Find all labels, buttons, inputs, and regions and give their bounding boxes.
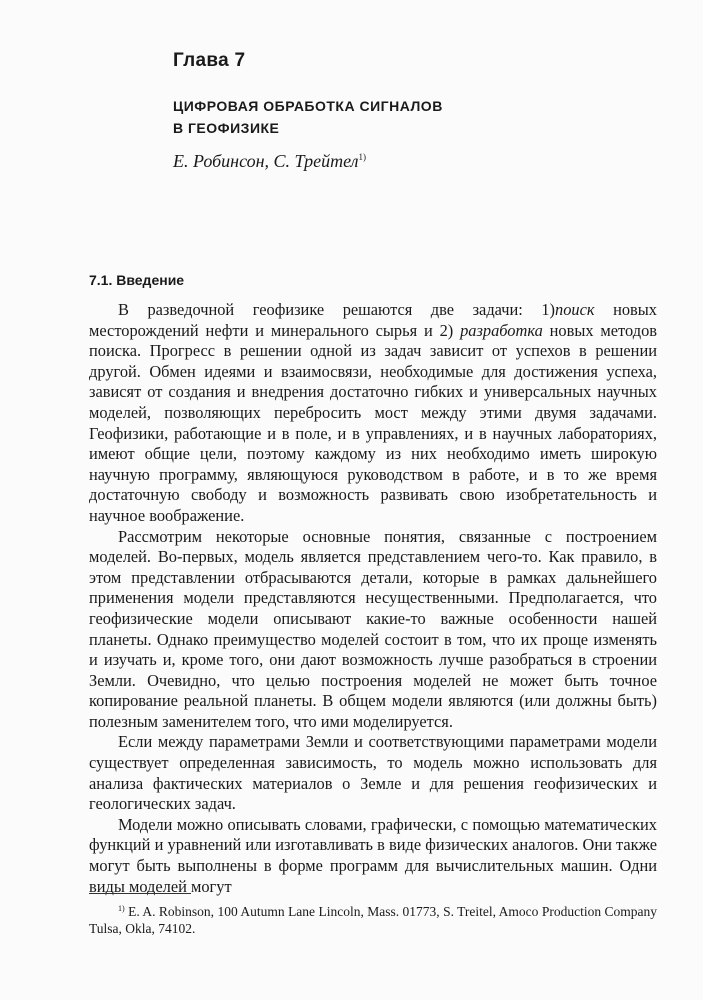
authors: Е. Робинсон, С. Трейтел: [173, 151, 359, 171]
paragraph-2: Рассмотрим некоторые основные понятия, связанные с построением моделей. Во-первых, модель является представлением чего-то. Как правило, в этом представлении отбрасываются детали, которые в рамках дальнейшего применения модели представляются несущественными. Предполагается, что геофизические модели описывают какие-то важные особенности нашей планеты. Однако преимущество моделей состоит в том, что их проще изменять и изучать и, кроме того, они дают возможность лучше разобраться в строении Земли. Очевидно, что целью построения моделей не может быть точное копирование реальной планеты. В общем модели являются (или должны быть) полезным заменителем того, что ими моделируется.: [89, 526, 657, 731]
paragraph-1-part-e: новых методов поиска. Прогресс в решении одной из задач зависит от успехов в решении другой. Обмен идеями и взаимосвязи, необходимые для достижения успеха, зависят от создания и внедрения достаточно гибких и универсальных научных моделей, позволяющих перебросить мост между этими двумя задачами. Геофизики, работающие и в поле, и в управлениях, и в научных лабораториях, имеют общие цели, поэтому каждому из них необходимо иметь широкую научную программу, являющуюся руководством в работе, и в то же время достаточную свободу и возможность развивать свою изобретательность и научное воображение.: [89, 320, 657, 525]
chapter-number: Глава 7: [173, 50, 246, 71]
footnote-mark: 1): [118, 904, 125, 913]
paragraph-4: Модели можно описывать словами, графически, с помощью математических функций и уравнений или изготавливать в виде физических аналогов. Они также могут быть выполнены в форме программ для вычислительных машин. Одни виды моделей могут: [89, 814, 657, 896]
body-text: [89, 300, 657, 897]
emphasis-poisk: поиск: [555, 300, 595, 319]
paragraph-1: [89, 300, 657, 527]
paragraph-1-part-c: новых месторождений нефти и минерального сырья и 2): [89, 300, 658, 340]
emphasis-razrabotka: разработка: [460, 320, 543, 340]
paragraph-3: Если между параметрами Земли и соответствующими параметрами модели существует определенная зависимость, то модель можно использовать для анализа фактических материалов о Земле и для решения геофизических и геологических задач.: [89, 732, 657, 814]
footnote-divider: [89, 893, 191, 894]
footnote-text: E. A. Robinson, 100 Autumn Lane Lincoln, Mass. 01773, S. Treitel, Amoco Production Company Tulsa, Okla, 74102.: [89, 904, 658, 936]
footnote: [89, 900, 657, 937]
authors-line: [173, 151, 366, 172]
section-heading: 7.1. Введение: [89, 272, 185, 288]
chapter-title-line-1: ЦИФРОВАЯ ОБРАБОТКА СИГНАЛОВ: [173, 98, 443, 114]
footnote-text-block: [89, 900, 657, 937]
chapter-title: [173, 95, 443, 139]
paragraph-1-part-a: В разведочной геофизике решаются две задачи: 1): [118, 300, 556, 319]
authors-footnote-mark: 1): [358, 152, 367, 162]
chapter-title-line-2: В ГЕОФИЗИКЕ: [173, 120, 280, 136]
